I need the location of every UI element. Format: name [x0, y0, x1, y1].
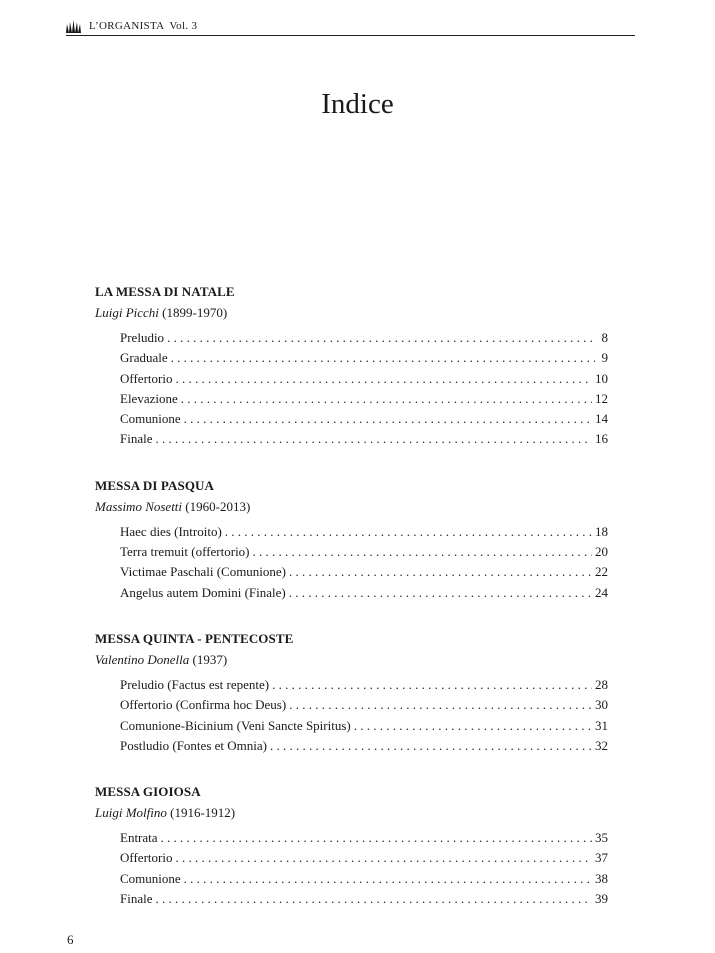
entry-label: Comunione — [120, 870, 181, 886]
composer-name: Massimo Nosetti — [95, 498, 183, 514]
dot-leader — [253, 542, 592, 562]
composer-name: Luigi Molfino — [95, 805, 167, 821]
entry-page: 31 — [595, 717, 608, 733]
entry-page: 24 — [595, 584, 608, 600]
running-header — [66, 18, 635, 36]
toc-section — [95, 282, 608, 450]
entry-page: 16 — [595, 431, 608, 447]
toc-entry[interactable] — [120, 562, 608, 582]
toc-entry[interactable] — [120, 328, 608, 348]
entry-page: 9 — [601, 350, 608, 366]
toc-entries — [95, 522, 608, 603]
organ-pipes-logo-icon — [66, 20, 81, 33]
dot-leader — [289, 562, 592, 582]
dot-leader — [156, 429, 593, 449]
entry-page: 38 — [595, 870, 608, 886]
toc-entries — [95, 828, 608, 909]
header-text — [89, 20, 197, 32]
toc-entries — [95, 675, 608, 756]
dot-leader — [171, 348, 595, 368]
dot-leader — [181, 389, 592, 409]
toc-entry[interactable] — [120, 889, 608, 909]
entry-label: Entrata — [120, 830, 158, 846]
composer-dates: (1916-1912) — [170, 805, 236, 821]
entry-page: 37 — [595, 850, 608, 866]
toc-entry[interactable] — [120, 369, 608, 389]
toc-entry[interactable] — [120, 848, 608, 868]
composer-dates: (1960-2013) — [185, 498, 251, 514]
entry-page: 20 — [595, 544, 608, 560]
entry-label: Preludio (Factus est repente) — [120, 676, 270, 692]
toc-entry[interactable] — [120, 828, 608, 848]
dot-leader — [156, 889, 593, 909]
page-number: 6 — [67, 932, 74, 947]
entry-page: 18 — [595, 523, 608, 539]
toc-entries — [95, 328, 608, 450]
dot-leader — [272, 675, 592, 695]
entry-page: 8 — [601, 330, 608, 345]
toc-entry[interactable] — [120, 542, 608, 562]
composer-line — [95, 649, 608, 670]
dot-leader — [225, 522, 592, 542]
entry-label: Preludio — [120, 330, 165, 345]
composer-line — [95, 802, 608, 823]
toc-entry[interactable] — [120, 429, 608, 449]
toc-section — [95, 476, 608, 603]
entry-label: Postludio (Fontes et Omnia) — [120, 737, 267, 753]
entry-label: Offertorio — [120, 370, 173, 386]
toc-section — [95, 782, 608, 909]
composer-line — [95, 496, 608, 517]
dot-leader — [289, 695, 592, 715]
toc-entry[interactable] — [120, 389, 608, 409]
entry-label: Angelus autem Domini (Finale) — [120, 584, 286, 600]
entry-page: 28 — [595, 676, 608, 692]
dot-leader — [161, 828, 592, 848]
toc-entry[interactable] — [120, 522, 608, 542]
toc-entry[interactable] — [120, 675, 608, 695]
dot-leader — [175, 848, 592, 868]
toc-section — [95, 629, 608, 756]
dot-leader — [184, 869, 592, 889]
dot-leader — [289, 583, 592, 603]
composer-line — [95, 302, 608, 323]
dot-leader — [270, 736, 592, 756]
toc-entry[interactable] — [120, 695, 608, 715]
section-title: MESSA GIOIOSA — [95, 784, 201, 800]
entry-label: Offertorio (Confirma hoc Deus) — [120, 697, 287, 713]
entry-page: 32 — [595, 737, 608, 753]
dot-leader — [175, 369, 592, 389]
entry-label: Comunione — [120, 411, 181, 427]
entry-page: 30 — [595, 697, 608, 713]
entry-page: 22 — [595, 564, 608, 580]
section-title: MESSA DI PASQUA — [95, 477, 215, 493]
toc-entry[interactable] — [120, 348, 608, 368]
section-title: LA MESSA DI NATALE — [95, 284, 235, 299]
composer-name: Luigi Picchi — [95, 305, 159, 320]
toc-entry[interactable] — [120, 736, 608, 756]
entry-label: Comunione-Bicinium (Veni Sancte Spiritus) — [120, 717, 351, 733]
table-of-contents — [95, 282, 608, 935]
toc-entry[interactable] — [120, 409, 608, 429]
entry-page: 14 — [595, 411, 608, 427]
entry-page: 10 — [595, 370, 608, 386]
composer-dates: (1937) — [192, 651, 228, 667]
entry-label: Haec dies (Introito) — [120, 523, 222, 539]
entry-label: Finale — [120, 891, 153, 907]
dot-leader — [354, 716, 592, 736]
section-title: MESSA QUINTA - PENTECOSTE — [95, 630, 294, 646]
dot-leader — [184, 409, 592, 429]
entry-label: Graduale — [120, 350, 168, 366]
entry-label: Offertorio — [120, 850, 173, 866]
header-volume: Vol. 3 — [169, 20, 198, 32]
entry-label: Victimae Paschali (Comunione) — [120, 564, 287, 580]
entry-page: 39 — [595, 891, 608, 907]
page-title: Indice — [321, 88, 394, 120]
composer-dates: (1899-1970) — [162, 305, 228, 320]
dot-leader — [167, 328, 595, 348]
header-title: L’ORGANISTA — [89, 20, 165, 32]
toc-entry[interactable] — [120, 716, 608, 736]
entry-page: 12 — [595, 390, 608, 406]
entry-label: Terra tremuit (offertorio) — [120, 544, 250, 560]
entry-label: Elevazione — [120, 390, 178, 406]
entry-page: 35 — [595, 830, 608, 846]
toc-entry[interactable] — [120, 869, 608, 889]
toc-entry[interactable] — [120, 583, 608, 603]
composer-name: Valentino Donella — [95, 651, 190, 667]
entry-label: Finale — [120, 431, 153, 447]
